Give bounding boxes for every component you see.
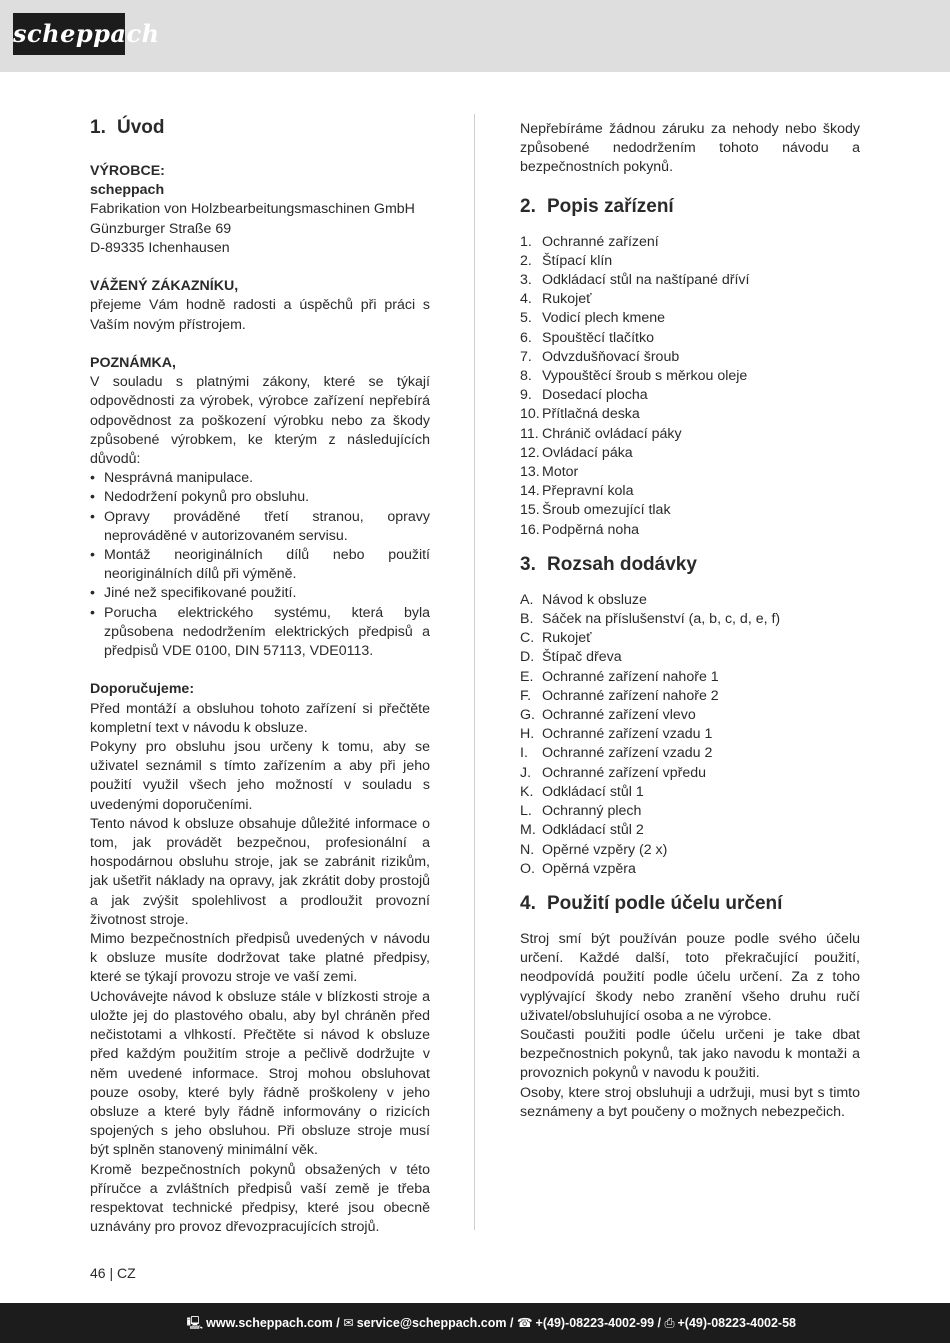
- list-item-text: Odvzdušňovací šroub: [542, 348, 680, 365]
- list-item-text: Přepravní kola: [542, 483, 634, 500]
- list-item-text: Štípací klín: [542, 252, 613, 269]
- brand-logo: scheppach: [13, 13, 125, 55]
- list-item-text: Ochranný plech: [542, 803, 642, 820]
- manufacturer-company: Fabrikation von Holzbearbeitungsmaschinen GmbH: [90, 201, 415, 218]
- list-item-index: E.: [520, 668, 534, 685]
- fax-number: +(49)-08223-4002-58: [677, 1316, 796, 1330]
- list-item: [520, 744, 860, 763]
- list-item-text: Vodicí plech kmene: [542, 310, 666, 327]
- list-item-text: Ochranné zařízení vzadu 1: [542, 726, 713, 743]
- list-item: [520, 444, 860, 463]
- list-item-text: Motor: [542, 464, 579, 481]
- page-number-value: 46: [90, 1265, 106, 1281]
- list-item-text: Štípač dřeva: [542, 649, 622, 666]
- separator: /: [657, 1316, 661, 1330]
- fax-icon: ⎙: [664, 1316, 675, 1330]
- list-item-index: G.: [520, 707, 535, 724]
- paragraph: Současti použiti podle účelu určeni je take dbat bezpečnostnich pokynů, tak jako navodu k montaži a provoznich pokynů v navodu k použiti.: [520, 1026, 860, 1082]
- list-item-text: Odkládací stůl na naštípané dříví: [542, 272, 750, 289]
- manufacturer-name: scheppach: [90, 182, 165, 199]
- manufacturer-label: VÝROBCE:: [90, 163, 165, 179]
- list-item: [520, 783, 860, 802]
- section-number: 4.: [520, 892, 536, 914]
- list-item-index: 11.: [520, 425, 539, 442]
- list-item-index: 5.: [520, 310, 532, 327]
- list-item-text: Opěrné vzpěry (2 x): [542, 841, 668, 858]
- section-heading-description: [520, 195, 860, 219]
- list-item: [520, 271, 860, 290]
- list-item-index: 3.: [520, 272, 532, 289]
- section-title: Úvod: [117, 117, 165, 138]
- list-item-index: 6.: [520, 329, 532, 346]
- list-item-text: Ochranné zařízení nahoře 2: [542, 687, 719, 704]
- list-item-index: 12.: [520, 444, 540, 461]
- page-separator: |: [109, 1265, 114, 1281]
- list-item-text: Spouštěcí tlačítko: [542, 329, 654, 346]
- list-item-text: Přítlačná deska: [542, 406, 640, 423]
- list-item-index: 1.: [520, 233, 532, 250]
- email-link[interactable]: service@scheppach.com: [356, 1316, 507, 1330]
- computer-icon: 🖳︎: [186, 1316, 204, 1330]
- note-bullet-list: [90, 469, 430, 661]
- list-item: [520, 482, 860, 501]
- list-item-index: O.: [520, 860, 535, 877]
- list-item-text: Dosedací plocha: [542, 387, 648, 404]
- customer-text: přejeme Vám hodně radosti a úspěchů při práci s Vaším novým přístrojem.: [90, 297, 430, 333]
- section-number: 3.: [520, 553, 536, 575]
- list-item-text: Návod k obsluze: [542, 591, 647, 608]
- list-item-index: A.: [520, 591, 534, 608]
- list-item-text: Vypouštěcí šroub s měrkou oleje: [542, 368, 748, 385]
- section-title: Rozsah dodávky: [547, 553, 697, 575]
- separator: /: [336, 1316, 340, 1330]
- list-item: • Porucha elektrického systému, která byla způsobena nedodržením elektrických předpisů a předpisů VDE 0100, DIN 57113, VDE0113.: [90, 604, 430, 662]
- list-item-index: 14.: [520, 483, 540, 500]
- list-item-index: 10.: [520, 406, 540, 423]
- paragraph: Před montáží a obsluhou tohoto zařízení si přečtěte kompletní text v návodu k obsluze.: [90, 700, 430, 736]
- list-item-index: 16.: [520, 521, 540, 538]
- list-item: • Jiné než specifikované použití.: [90, 584, 430, 603]
- customer-label: VÁŽENÝ ZÁKAZNÍKU,: [90, 278, 239, 295]
- manufacturer-city: D-89335 Ichenhausen: [90, 239, 230, 256]
- note-label: POZNÁMKA,: [90, 355, 176, 371]
- list-item: [520, 290, 860, 309]
- list-item-index: 9.: [520, 387, 532, 404]
- list-item-text: Rukojeť: [542, 291, 592, 308]
- list-item: [520, 610, 860, 629]
- list-item: [520, 233, 860, 252]
- manufacturer-street: Günzburger Straße 69: [90, 220, 232, 237]
- list-item-text: Opěrná vzpěra: [542, 860, 636, 877]
- list-item-text: Podpěrná noha: [542, 521, 640, 538]
- recommend-label: Doporučujeme:: [90, 681, 195, 698]
- section-title: Použití podle účelu určení: [547, 892, 783, 914]
- list-item: • Opravy prováděné třetí stranou, opravy neprováděné v autorizovaném servisu.: [90, 508, 430, 546]
- list-item: [520, 309, 860, 328]
- paragraph: Kromě bezpečnostních pokynů obsažených v této příručce a zvláštních předpisů vaší země je třeba respektovat technické předpisy, které jsou obecně uznávány pro provoz dřevozpracujících strojů.: [90, 1161, 430, 1236]
- list-item: [520, 687, 860, 706]
- list-item: [520, 463, 860, 482]
- page-header: [0, 0, 950, 72]
- disclaimer-text: Nepřebíráme žádnou záruku za nehody nebo škody způsobené nedodržením tohoto návodu a bezpečnostních pokynů.: [520, 121, 860, 176]
- list-item-index: M.: [520, 822, 536, 839]
- language-code: CZ: [117, 1265, 136, 1281]
- left-column: [90, 116, 430, 1237]
- list-item: [520, 629, 860, 648]
- column-divider: [474, 114, 475, 1230]
- list-item: [520, 386, 860, 405]
- right-column: [520, 120, 860, 1122]
- delivery-list: [520, 591, 860, 879]
- section-heading-intro: [90, 116, 430, 140]
- list-item-index: L.: [520, 803, 532, 820]
- list-item-text: Šroub omezující tlak: [542, 502, 671, 519]
- note-text: V souladu s platnými zákony, které se týkají odpovědnosti za výrobek, výrobce zařízení nepřebírá odpovědnost za poškození výrobku nebo za škody způsobené výrobkem, ke kterým z následujících důvodů:: [90, 374, 430, 468]
- list-item: • Nesprávná manipulace.: [90, 469, 430, 488]
- list-item-index: 8.: [520, 368, 532, 385]
- list-item-index: 7.: [520, 348, 532, 365]
- list-item: [520, 405, 860, 424]
- list-item-index: J.: [520, 764, 532, 781]
- list-item: [520, 725, 860, 744]
- email-icon: ✉: [343, 1316, 354, 1330]
- list-item-text: Ovládací páka: [542, 444, 633, 461]
- list-item-text: Odkládací stůl 2: [542, 822, 644, 839]
- list-item-text: Ochranné zařízení vpředu: [542, 764, 707, 781]
- list-item-text: Ochranné zařízení nahoře 1: [542, 668, 719, 685]
- list-item: [520, 648, 860, 667]
- list-item: [520, 329, 860, 348]
- list-item: [520, 802, 860, 821]
- section-title: Popis zařízení: [547, 195, 674, 217]
- list-item-index: 15.: [520, 502, 540, 519]
- list-item: [520, 348, 860, 367]
- list-item-index: H.: [520, 726, 535, 743]
- list-item: [520, 668, 860, 687]
- section-heading-intended-use: [520, 892, 860, 916]
- paragraph: Pokyny pro obsluhu jsou určeny k tomu, aby se uživatel seznámil s tímto zařízením a aby při jeho použití využil všech jeho možností v souladu s uvedenými doporučeními.: [90, 739, 430, 813]
- list-item-index: K.: [520, 783, 534, 800]
- list-item: [520, 425, 860, 444]
- list-item: [520, 821, 860, 840]
- paragraph: Tento návod k obsluze obsahuje důležité informace o tom, jak provádět bezpečnou, profesionální a hospodárnou obsluhu stroje, jak se zabránit rizikům, jak ušetřit náklady na opravy, jak zkrátit doby prostojů a jak zvýšit spolehlivost a prodloužit provozní životnost stroje.: [90, 815, 430, 928]
- list-item-index: I.: [520, 745, 528, 762]
- list-item: • Nedodržení pokynů pro obsluhu.: [90, 488, 430, 507]
- list-item: [520, 501, 860, 520]
- list-item: [520, 764, 860, 783]
- list-item-text: Sáček na příslušenství (a, b, c, d, e, f): [542, 611, 781, 628]
- list-item: [520, 841, 860, 860]
- page-number: [90, 1264, 136, 1282]
- list-item-index: F.: [520, 687, 532, 704]
- paragraph: Osoby, ktere stroj obsluhuji a udržuji, musi byt s timto seznámeny a byt poučeny o možnych nebezpečich.: [520, 1084, 860, 1120]
- section-number: 1.: [90, 117, 106, 138]
- parts-list: [520, 233, 860, 540]
- list-item: [520, 860, 860, 879]
- list-item-index: D.: [520, 649, 535, 666]
- phone-icon: ☎: [516, 1316, 533, 1330]
- paragraph: Mimo bezpečnostních předpisů uvedených v návodu k obsluze musíte dodržovat take platné předpisy, které se týkají provozu stroje ve vaší zemi.: [90, 931, 430, 986]
- list-item: [520, 252, 860, 271]
- list-item-index: 4.: [520, 291, 532, 308]
- list-item: [520, 521, 860, 540]
- phone-number: +(49)-08223-4002-99: [535, 1316, 655, 1330]
- paragraph: Stroj smí být používán pouze podle svého účelu určení. Každé další, toto překračující použití, neodpovídá použití podle účelu určení. Za z toho vyplývající škody nebo zranění všeho druhu ručí uživatel/obsluhující osoba a ne výrobce.: [520, 930, 860, 1024]
- list-item: • Montáž neoriginálních dílů nebo použití neoriginálních dílů při výměně.: [90, 546, 430, 584]
- list-item: [520, 591, 860, 610]
- list-item-index: 13.: [520, 464, 540, 481]
- list-item-text: Ochranné zařízení vlevo: [542, 707, 696, 724]
- list-item-text: Rukojeť: [542, 630, 592, 647]
- list-item-index: C.: [520, 630, 535, 647]
- website-link[interactable]: www.scheppach.com: [206, 1316, 333, 1330]
- separator: /: [509, 1316, 514, 1330]
- contact-footer: [0, 1303, 950, 1343]
- section-number: 2.: [520, 195, 536, 217]
- list-item-index: 2.: [520, 252, 532, 269]
- section-heading-delivery: [520, 553, 860, 577]
- list-item: [520, 706, 860, 725]
- paragraph: Uchovávejte návod k obsluze stále v blízkosti stroje a uložte jej do plastového obalu, aby byl chráněn před nečistotami a vlhkostí. Přečtěte si návod k obsluze před každým použitím stroje a pečlivě dodržujte v něm uvedené informace. Stroj mohou obsluhovat pouze osoby, které byly řádně proškoleny v jeho obsluze a které byly řádně informovány o rizicích spojených s jeho obsluhou. Při obsluze stroje musí být splněn stanovený minimální věk.: [90, 988, 430, 1159]
- list-item: [520, 367, 860, 386]
- list-item-text: Chránič ovládací páky: [542, 425, 682, 442]
- list-item-text: Odkládací stůl 1: [542, 783, 644, 800]
- list-item-index: N.: [520, 841, 535, 858]
- list-item-text: Ochranné zařízení: [542, 233, 659, 250]
- list-item-text: Ochranné zařízení vzadu 2: [542, 745, 713, 762]
- list-item-index: B.: [520, 611, 534, 628]
